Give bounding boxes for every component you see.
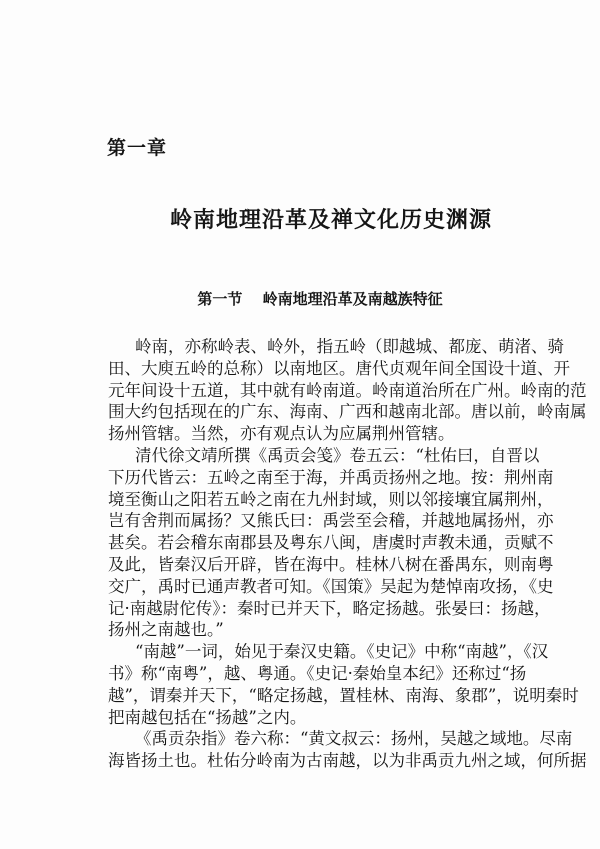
chapter-title: 岭南地理沿革及禅文化历史渊源	[169, 208, 492, 233]
text-line: 越”，谓秦并天下，“略定扬越，置桂林、南海、象郡”，说明秦时	[108, 685, 579, 705]
text-line: 记·南越尉佗传》：秦时已并天下，略定扬越。张晏曰：扬越，	[108, 598, 551, 618]
paragraph	[108, 728, 587, 772]
text-line: 书》称“南粤”，越、粤通。《史记·秦始皇本纪》还称过“扬	[108, 663, 527, 683]
paragraph	[108, 445, 554, 641]
text-line: 围大约包括现在的广东、海南、广西和越南北部。唐以前，岭南属	[108, 402, 587, 422]
text-line: 岂有舍荆而属扬？又熊氏曰：禹尝至会稽，并越地属扬州，亦	[108, 511, 554, 531]
text-line: 境至衡山之阳若五岭之南在九州封域，则以邻接壤宜属荆州，	[108, 489, 554, 509]
text-line: 《禹贡杂指》卷六称：“黄文叔云：扬州，吴越之域地。尽南	[135, 729, 573, 749]
text-line: 交广，禹时已通声教者可知。《国策》吴起为楚悼南攻扬，《史	[108, 576, 554, 596]
text-line: 清代徐文靖所撰《禹贡会笺》卷五云：“杜佑曰，自晋以	[135, 445, 540, 465]
text-line: 岭南，亦称岭表、岭外，指五岭（即越城、都庞、萌渚、骑	[135, 337, 564, 356]
text-line: 下历代皆云：五岭之南至于海，并禹贡扬州之地。按：荆州南	[108, 467, 554, 487]
paragraph	[108, 641, 579, 728]
text-line: 扬州之南越也。”	[108, 620, 224, 640]
text-line: 扬州管辖。当然，亦有观点认为应属荆州管辖。	[108, 424, 455, 444]
text-line: 及此，皆秦汉后开辟，皆在海中。桂林八树在番禺东，则南粤	[108, 554, 554, 574]
text-line: 甚矣。若会稽东南郡县及粤东八闽，唐虞时声教未通，贡赋不	[108, 533, 554, 553]
text-line: 元年间设十五道，其中就有岭南道。岭南道治所在广州。岭南的范	[108, 380, 587, 400]
chapter-heading: 第一章	[107, 137, 168, 159]
body-text	[108, 336, 587, 772]
text-line: 田、大庾五岭的总称）以南地区。唐代贞观年间全国设十道、开	[108, 358, 570, 378]
paragraph	[108, 336, 587, 445]
text-line: 海皆扬土也。杜佑分岭南为古南越，以为非禹贡九州之域，何所据	[108, 751, 587, 771]
section-heading: 第一节 岭南地理沿革及南越族特征	[197, 290, 443, 308]
text-line: 把南越包括在“扬越”之内。	[108, 707, 307, 727]
text-line: “南越”一词，始见于秦汉史籍。《史记》中称“南越”，《汉	[135, 642, 549, 662]
